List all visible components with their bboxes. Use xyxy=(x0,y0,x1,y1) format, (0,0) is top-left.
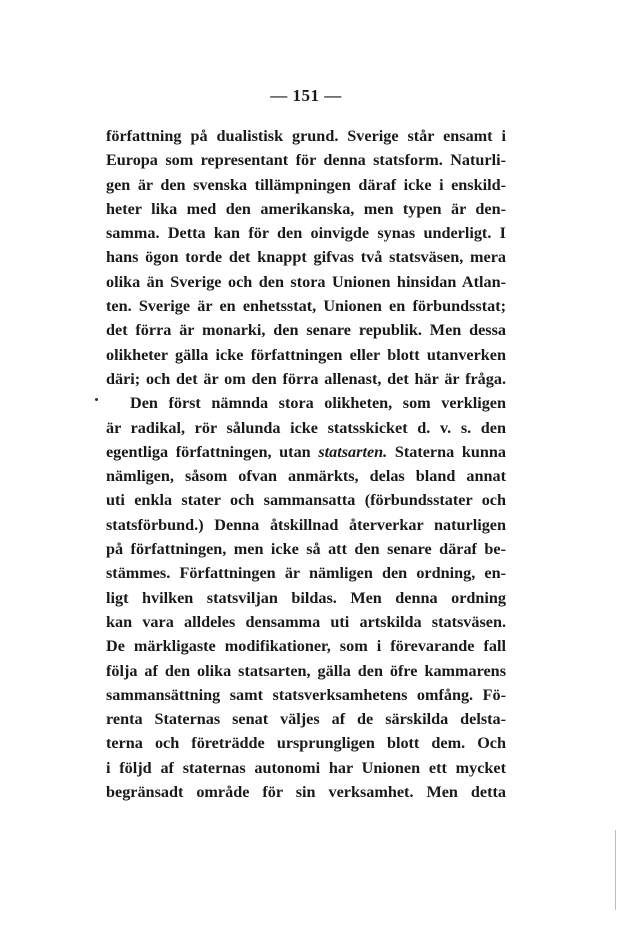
text-line: Europa som representant för denna statsform. Naturli- xyxy=(106,151,506,170)
text-line: statsförbund.) Denna åtskillnad återverkar naturligen xyxy=(106,515,506,534)
margin-line xyxy=(615,830,616,910)
text-line: däri; och det är om den förra allenast, det här är fråga. xyxy=(106,369,506,388)
text-line: olika än Sverige och den stora Unionen hinsidan Atlan- xyxy=(106,272,506,291)
text-segment: egentliga författningen, utan xyxy=(106,442,311,461)
text-line: stämmes. Författningen är nämligen den ordning, en- xyxy=(106,564,506,583)
text-line: hans ögon torde det knappt gifvas två statsväsen, mera xyxy=(106,248,506,267)
text-line: renta Staternas senat väljes af de särskilda delsta- xyxy=(106,710,506,729)
text-line: på författningen, men icke så att den senare däraf be- xyxy=(106,540,506,559)
emphasized-term: statsarten. xyxy=(318,442,388,461)
text-line: nämligen, såsom ofvan anmärkts, delas bland annat xyxy=(106,467,506,486)
body-text xyxy=(106,124,506,804)
text-line: De märkligaste modifikationer, som i förevarande fall xyxy=(106,637,506,656)
text-line: är radikal, rör sålunda icke statsskicket d. v. s. den xyxy=(106,418,506,437)
text-line: heter lika med den amerikanska, men typen är den- xyxy=(106,199,506,218)
page-number: — 151 — xyxy=(270,86,342,105)
text-line: samma. Detta kan för den oinvigde synas underligt. I xyxy=(106,224,506,243)
text-line: i följd af staternas autonomi har Unionen ett mycket xyxy=(106,758,506,777)
text-line: begränsadt område för sin verksamhet. Men detta xyxy=(106,783,506,802)
text-line-with-emphasis xyxy=(106,440,506,464)
text-line: det förra är monarki, den senare republik. Men dessa xyxy=(106,321,506,340)
paragraph-start-line: Den först nämnda stora olikheten, som verkligen xyxy=(130,394,506,413)
text-line: uti enkla stater och sammansatta (förbundsstater och xyxy=(106,491,506,510)
text-line: sammansättning samt statsverksamhetens omfång. Fö- xyxy=(106,685,506,704)
stray-mark xyxy=(95,398,98,401)
text-line: kan vara alldeles densamma uti artskilda statsväsen. xyxy=(106,612,506,631)
text-line: terna och företrädde ursprungligen blott dem. Och xyxy=(106,734,506,753)
text-segment: Staterna kunna xyxy=(394,442,507,461)
text-line: gen är den svenska tillämpningen däraf icke i enskild- xyxy=(106,175,506,194)
text-line: olikheter gälla icke författningen eller blott utanverken xyxy=(106,345,506,364)
text-line: ligt hvilken statsviljan bildas. Men denna ordning xyxy=(106,588,506,607)
text-line: följa af den olika statsarten, gälla den öfre kammarens xyxy=(106,661,506,680)
text-line: ten. Sverige är en enhetsstat, Unionen en förbundsstat; xyxy=(106,297,506,316)
text-line: författning på dualistisk grund. Sverige står ensamt i xyxy=(106,127,506,145)
